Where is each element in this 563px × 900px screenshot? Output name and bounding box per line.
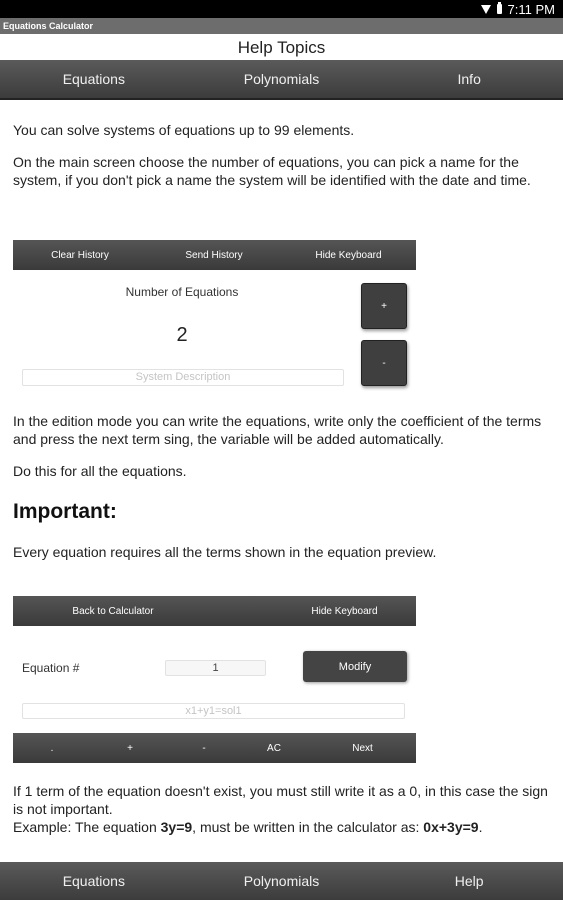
help-paragraph-2: On the main screen choose the number of equations, you can pick a name for the system, if you don't pick a name the system will be identified with the date and time. <box>13 154 531 188</box>
mock-plus-button: + <box>361 283 407 329</box>
bottom-tab-equations[interactable]: Equations <box>62 873 125 889</box>
example-answer: 0x+3y=9 <box>423 819 479 835</box>
tab-equations[interactable]: Equations <box>62 71 125 87</box>
help-paragraph-5: Every equation requires all the terms shown in the equation preview. <box>13 544 437 560</box>
help-paragraph-4: Do this for all the equations. <box>13 463 187 479</box>
mock-edit-toolbar <box>13 596 416 626</box>
wifi-icon <box>481 5 491 14</box>
mock-hide-keyboard-button: Hide Keyboard <box>315 249 382 261</box>
mock-equation-label: Equation # <box>22 661 80 675</box>
mock-keypad-bar <box>13 733 416 763</box>
mock-clear-history-button: Clear History <box>51 249 109 261</box>
app-title: Equations Calculator <box>0 18 563 34</box>
mock-hide-keyboard-button-2: Hide Keyboard <box>311 605 378 617</box>
tab-polynomials[interactable]: Polynomials <box>243 71 320 87</box>
status-bar <box>0 0 563 18</box>
mock-main-toolbar <box>13 240 416 270</box>
mock-key-dot: . <box>50 742 54 754</box>
mock-key-plus: + <box>127 742 133 754</box>
tab-info[interactable]: Info <box>457 71 481 87</box>
bottom-tab-polynomials[interactable]: Polynomials <box>243 873 320 889</box>
bottom-tab-bar <box>0 862 563 900</box>
page-title: Help Topics <box>237 38 326 57</box>
help-example <box>13 818 553 836</box>
mock-number-label: Number of Equations <box>125 285 239 299</box>
mock-modify-button: Modify <box>303 651 407 682</box>
mock-key-ac: AC <box>267 742 281 754</box>
top-tab-bar <box>0 60 563 98</box>
status-time: 7:11 PM <box>507 1 555 17</box>
mock-system-description-field: System Description <box>22 369 344 386</box>
help-paragraph-3: In the edition mode you can write the equations, write only the coefficient of the terms and press the next term sing, the variable will be added automatically. <box>13 413 542 447</box>
battery-icon <box>497 4 502 14</box>
mock-equation-number-field: 1 <box>165 660 266 676</box>
mock-equation-preview-field: x1+y1=sol1 <box>22 703 405 719</box>
example-middle: , must be written in the calculator as: <box>192 819 424 835</box>
mock-key-minus: - <box>202 742 206 754</box>
example-end: . <box>478 819 483 835</box>
example-equation: 3y=9 <box>160 819 193 835</box>
mock-number-value: 2 <box>176 324 188 346</box>
mock-minus-button: - <box>361 340 407 386</box>
mock-key-next: Next <box>352 742 373 754</box>
mock-back-to-calculator-button: Back to Calculator <box>72 605 154 617</box>
help-paragraph-1: You can solve systems of equations up to 99 elements. <box>13 122 355 138</box>
important-heading: Important: <box>13 500 117 523</box>
bottom-tab-help[interactable]: Help <box>454 873 484 889</box>
example-prefix: Example: The equation <box>13 819 161 835</box>
help-paragraph-6: If 1 term of the equation doesn't exist, you must still write it as a 0, in this case the sign is not important. <box>13 783 548 817</box>
mock-send-history-button: Send History <box>185 249 243 261</box>
